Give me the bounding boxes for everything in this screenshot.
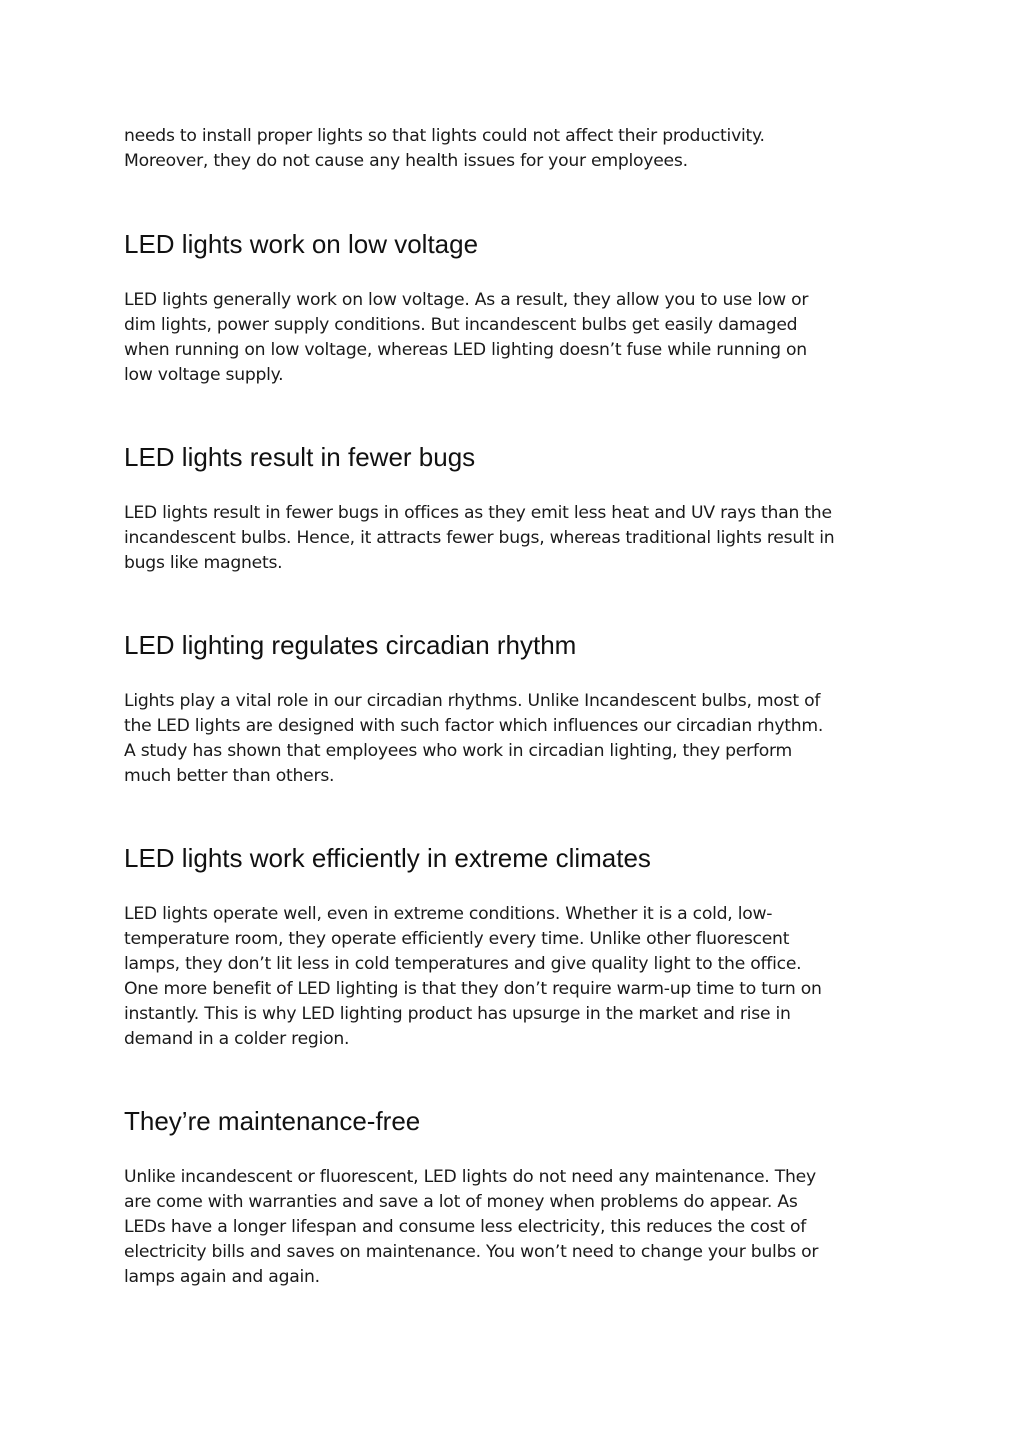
text-line: lamps, they don’t lit less in cold temperatures and give quality light to the office. [124, 954, 802, 974]
text-line: A study has shown that employees who work in circadian lighting, they perform [124, 741, 792, 761]
text-line: lamps again and again. [124, 1267, 320, 1287]
text-line: Unlike incandescent or fluorescent, LED lights do not need any maintenance. They [124, 1167, 816, 1187]
section-paragraph [124, 1165, 818, 1290]
section-paragraph [124, 501, 834, 576]
text-line: demand in a colder region. [124, 1029, 350, 1049]
section-heading: LED lights work on low voltage [124, 229, 479, 259]
text-line: incandescent bulbs. Hence, it attracts fewer bugs, whereas traditional lights result in [124, 528, 835, 548]
text-line: LED lights result in fewer bugs in offices as they emit less heat and UV rays than the [124, 503, 832, 523]
text-line: One more benefit of LED lighting is that they don’t require warm-up time to turn on [124, 979, 822, 999]
text-line: LED lights generally work on low voltage. As a result, they allow you to use low or [124, 290, 809, 310]
text-line: the LED lights are designed with such factor which influences our circadian rhythm. [124, 716, 824, 736]
section-heading: LED lights result in fewer bugs [124, 442, 476, 472]
section-paragraph [124, 689, 823, 789]
text-line: much better than others. [124, 766, 335, 786]
text-line: LEDs have a longer lifespan and consume less electricity, this reduces the cost of [124, 1217, 807, 1237]
text-line: are come with warranties and save a lot of money when problems do appear. As [124, 1192, 798, 1212]
text-line: instantly. This is why LED lighting product has upsurge in the market and rise in [124, 1004, 791, 1024]
text-line: Lights play a vital role in our circadian rhythms. Unlike Incandescent bulbs, most of [124, 691, 821, 711]
section-heading: LED lighting regulates circadian rhythm [124, 630, 577, 660]
text-line: electricity bills and saves on maintenance. You won’t need to change your bulbs or [124, 1242, 819, 1262]
text-line: Moreover, they do not cause any health issues for your employees. [124, 151, 688, 171]
section-paragraph [124, 288, 808, 388]
text-line: needs to install proper lights so that lights could not affect their productivity. [124, 126, 765, 146]
text-line: dim lights, power supply conditions. But incandescent bulbs get easily damaged [124, 315, 798, 335]
text-line: temperature room, they operate efficiently every time. Unlike other fluorescent [124, 929, 790, 949]
intro-paragraph [124, 124, 765, 174]
section-heading: They’re maintenance-free [124, 1106, 421, 1136]
text-line: LED lights operate well, even in extreme conditions. Whether it is a cold, low- [124, 904, 773, 924]
text-line: when running on low voltage, whereas LED lighting doesn’t fuse while running on [124, 340, 807, 360]
section-heading: LED lights work efficiently in extreme climates [124, 843, 651, 873]
section-paragraph [124, 902, 822, 1052]
text-line: low voltage supply. [124, 365, 284, 385]
text-line: bugs like magnets. [124, 553, 283, 573]
